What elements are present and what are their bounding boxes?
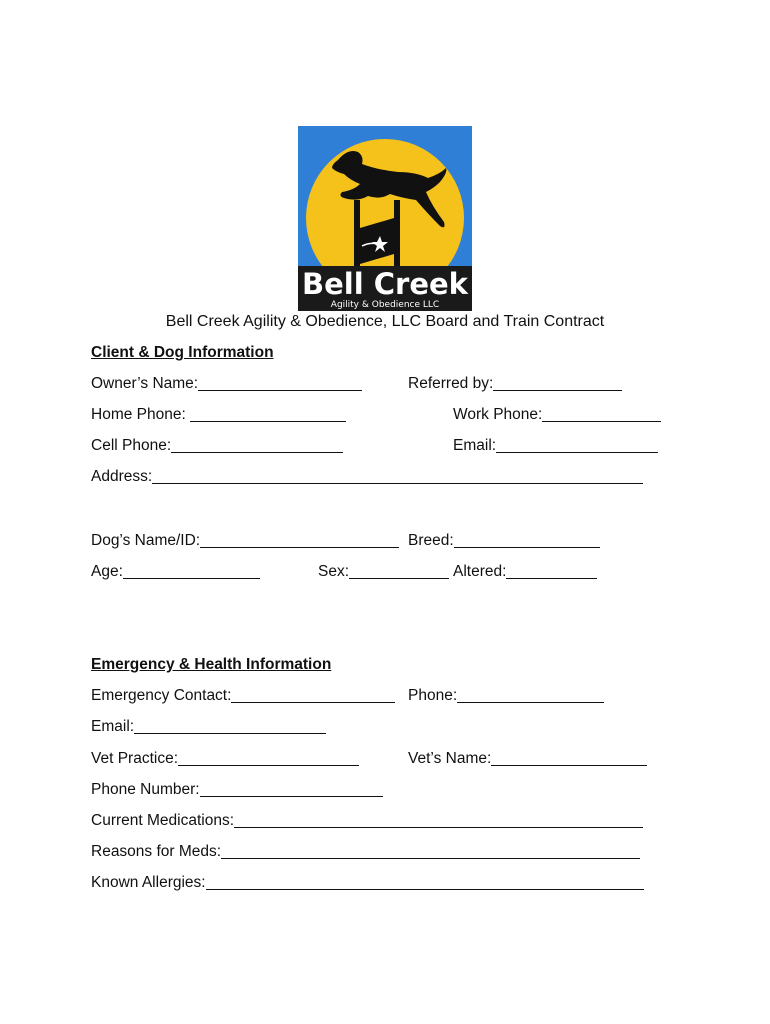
dogs-name-label: Dog’s Name/ID: <box>91 532 201 549</box>
vet-phone-number-field[interactable] <box>91 781 383 799</box>
address-line[interactable] <box>152 468 643 484</box>
owners-name-label: Owner’s Name: <box>91 375 199 392</box>
home-phone-label: Home Phone: <box>91 406 186 423</box>
cell-phone-line[interactable] <box>171 437 343 453</box>
reasons-for-meds-line[interactable] <box>221 843 640 859</box>
known-allergies-label: Known Allergies: <box>91 874 206 891</box>
dogs-name-line[interactable] <box>200 532 399 548</box>
referred-by-field[interactable] <box>408 375 622 393</box>
logo-brand-text: Bell Creek <box>302 267 468 301</box>
dogs-name-field[interactable] <box>91 532 399 550</box>
emergency-contact-line[interactable] <box>231 687 395 703</box>
address-field[interactable] <box>91 468 643 486</box>
owners-name-line[interactable] <box>198 375 362 391</box>
emergency-health-heading: Emergency & Health Information <box>91 656 332 673</box>
known-allergies-line[interactable] <box>206 874 644 890</box>
emergency-email-field[interactable] <box>91 718 326 736</box>
vet-practice-label: Vet Practice: <box>91 750 179 767</box>
current-medications-field[interactable] <box>91 812 643 830</box>
emergency-phone-label: Phone: <box>408 687 458 704</box>
bell-creek-logo <box>298 126 472 311</box>
work-phone-line[interactable] <box>542 406 661 422</box>
altered-label: Altered: <box>453 563 507 580</box>
logo-artwork <box>298 126 472 311</box>
cell-phone-label: Cell Phone: <box>91 437 172 454</box>
vet-practice-line[interactable] <box>178 750 359 766</box>
emergency-email-label: Email: <box>91 718 135 735</box>
current-medications-label: Current Medications: <box>91 812 235 829</box>
sex-field[interactable] <box>318 563 449 581</box>
reasons-for-meds-field[interactable] <box>91 843 640 861</box>
breed-field[interactable] <box>408 532 600 550</box>
vets-name-field[interactable] <box>408 750 647 768</box>
email-label: Email: <box>453 437 497 454</box>
altered-line[interactable] <box>506 563 597 579</box>
age-label: Age: <box>91 563 123 580</box>
known-allergies-field[interactable] <box>91 874 644 892</box>
emergency-email-line[interactable] <box>134 718 326 734</box>
age-line[interactable] <box>123 563 260 579</box>
vet-phone-number-line[interactable] <box>200 781 383 797</box>
referred-by-line[interactable] <box>493 375 622 391</box>
owners-name-field[interactable] <box>91 375 362 393</box>
vets-name-label: Vet’s Name: <box>408 750 492 767</box>
vet-phone-number-label: Phone Number: <box>91 781 200 798</box>
altered-field[interactable] <box>453 563 597 581</box>
cell-phone-field[interactable] <box>91 437 343 455</box>
breed-line[interactable] <box>454 532 600 548</box>
logo-tagline-text: Agility & Obedience LLC <box>330 300 440 310</box>
sex-label: Sex: <box>318 563 350 580</box>
address-label: Address: <box>91 468 153 485</box>
emergency-phone-field[interactable] <box>408 687 604 705</box>
home-phone-line[interactable] <box>190 406 346 422</box>
sex-line[interactable] <box>349 563 449 579</box>
document-title: Bell Creek Agility & Obedience, LLC Board and Train Contract <box>165 313 605 330</box>
email-field[interactable] <box>453 437 658 455</box>
emergency-contact-field[interactable] <box>91 687 395 705</box>
email-line[interactable] <box>496 437 658 453</box>
emergency-phone-line[interactable] <box>457 687 604 703</box>
reasons-for-meds-label: Reasons for Meds: <box>91 843 222 860</box>
work-phone-field[interactable] <box>453 406 661 424</box>
referred-by-label: Referred by: <box>408 375 494 392</box>
vet-practice-field[interactable] <box>91 750 359 768</box>
client-dog-heading: Client & Dog Information <box>91 344 274 361</box>
age-field[interactable] <box>91 563 260 581</box>
emergency-contact-label: Emergency Contact: <box>91 687 232 704</box>
home-phone-field[interactable] <box>91 406 346 424</box>
current-medications-line[interactable] <box>234 812 643 828</box>
vets-name-line[interactable] <box>491 750 647 766</box>
breed-label: Breed: <box>408 532 454 549</box>
work-phone-label: Work Phone: <box>453 406 543 423</box>
